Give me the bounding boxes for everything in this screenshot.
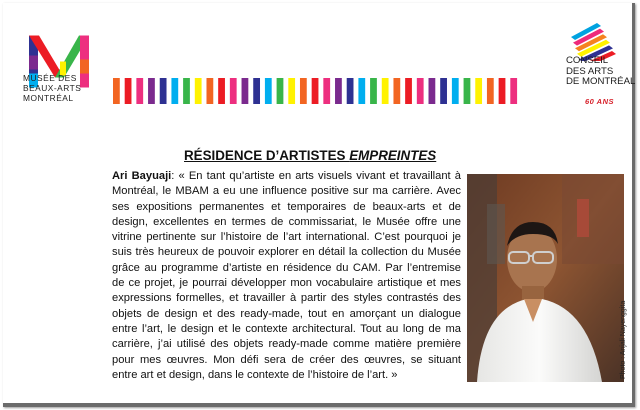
stripe-bar (347, 78, 354, 104)
stripe-bar (464, 78, 471, 104)
stripe-bar (452, 78, 459, 104)
quote-text: : « En tant qu’artiste en arts visuels vivant et travaillant à Montréal, le MBAM a eu une influence positive sur ma carrière. Avec ses expositions permanentes et temporaires de beaux-arts et de design, excellentes en termes de commissariat, le Musée offre une vitrine pertinente sur l’histoire de l’art international. C’est pourquoi je suis très heureux de pouvoir explorer en détail la collection du Musée grâce au programme d’artiste en résidence du CAM. Par l’entremise de ce projet, je pourrai développer mon vocabulaire artistique et mes expressions formelles, et travailler à partir des styles contrastés des objets de design et des ready-made, tout en amorçant un dialogue entre l’art, le design et le contexte architectural. Tout au long de ma carrière, j’ai utilisé des objets ready-made comme matière première pour mes œuvres. Mon défi sera de créer des œuvres, se situant entre art et design, dans le contexte de l’histoire de l’art. » (112, 170, 461, 381)
stripe-bar (487, 78, 494, 104)
stripe-bar (148, 78, 155, 104)
stripe-bar (499, 78, 506, 104)
photo-credit: Photo : Anjali Nayenggita (620, 300, 627, 379)
stripe-bar (393, 78, 400, 104)
artist-photo (467, 174, 624, 382)
stripe-bar (113, 78, 120, 104)
mbam-line-2: BEAUX-ARTS (23, 82, 82, 93)
cam-line-1: CONSEIL (566, 55, 609, 66)
stripe-bar (323, 78, 330, 104)
title-italic: EMPREINTES (349, 148, 437, 163)
stripe-bar (358, 78, 365, 104)
stripe-bar (206, 78, 213, 104)
stripe-bar (160, 78, 167, 104)
stripe-bar (277, 78, 284, 104)
stripe-bar (125, 78, 132, 104)
stripe-bar (417, 78, 424, 104)
mbam-line-3: MONTRÉAL (23, 92, 74, 103)
color-stripe (113, 78, 522, 104)
stripe-bar (405, 78, 412, 104)
stripe-bar (183, 78, 190, 104)
cam-line-3: DE MONTRÉAL (566, 76, 636, 88)
stripe-bar (218, 78, 225, 104)
stripe-bar (288, 78, 295, 104)
stripe-bar (265, 78, 272, 104)
stripe-bar (335, 78, 342, 104)
cam-wordmark (566, 55, 636, 88)
stripe-bar (136, 78, 143, 104)
cam-line-2: DES ARTS (566, 65, 614, 77)
title-main: RÉSIDENCE D’ARTISTES (184, 148, 350, 163)
stripe-bar (300, 78, 307, 104)
mbam-line-1: MUSÉE DES (23, 73, 77, 83)
mbam-wordmark (23, 74, 103, 103)
article-title (184, 148, 444, 163)
stripe-bar (171, 78, 178, 104)
cam-anniversary: 60 ANS (585, 97, 614, 106)
stripe-bar (230, 78, 237, 104)
stripe-bar (510, 78, 517, 104)
stripe-bar (195, 78, 202, 104)
stripe-bar (253, 78, 260, 104)
stripe-bar (440, 78, 447, 104)
stripe-bar (312, 78, 319, 104)
speaker-name: Ari Bayuaji (112, 170, 172, 182)
stripe-bar (475, 78, 482, 104)
stripe-bar (429, 78, 436, 104)
stripe-bar (370, 78, 377, 104)
stripe-bar (382, 78, 389, 104)
stripe-bar (242, 78, 249, 104)
article-body (112, 169, 461, 383)
